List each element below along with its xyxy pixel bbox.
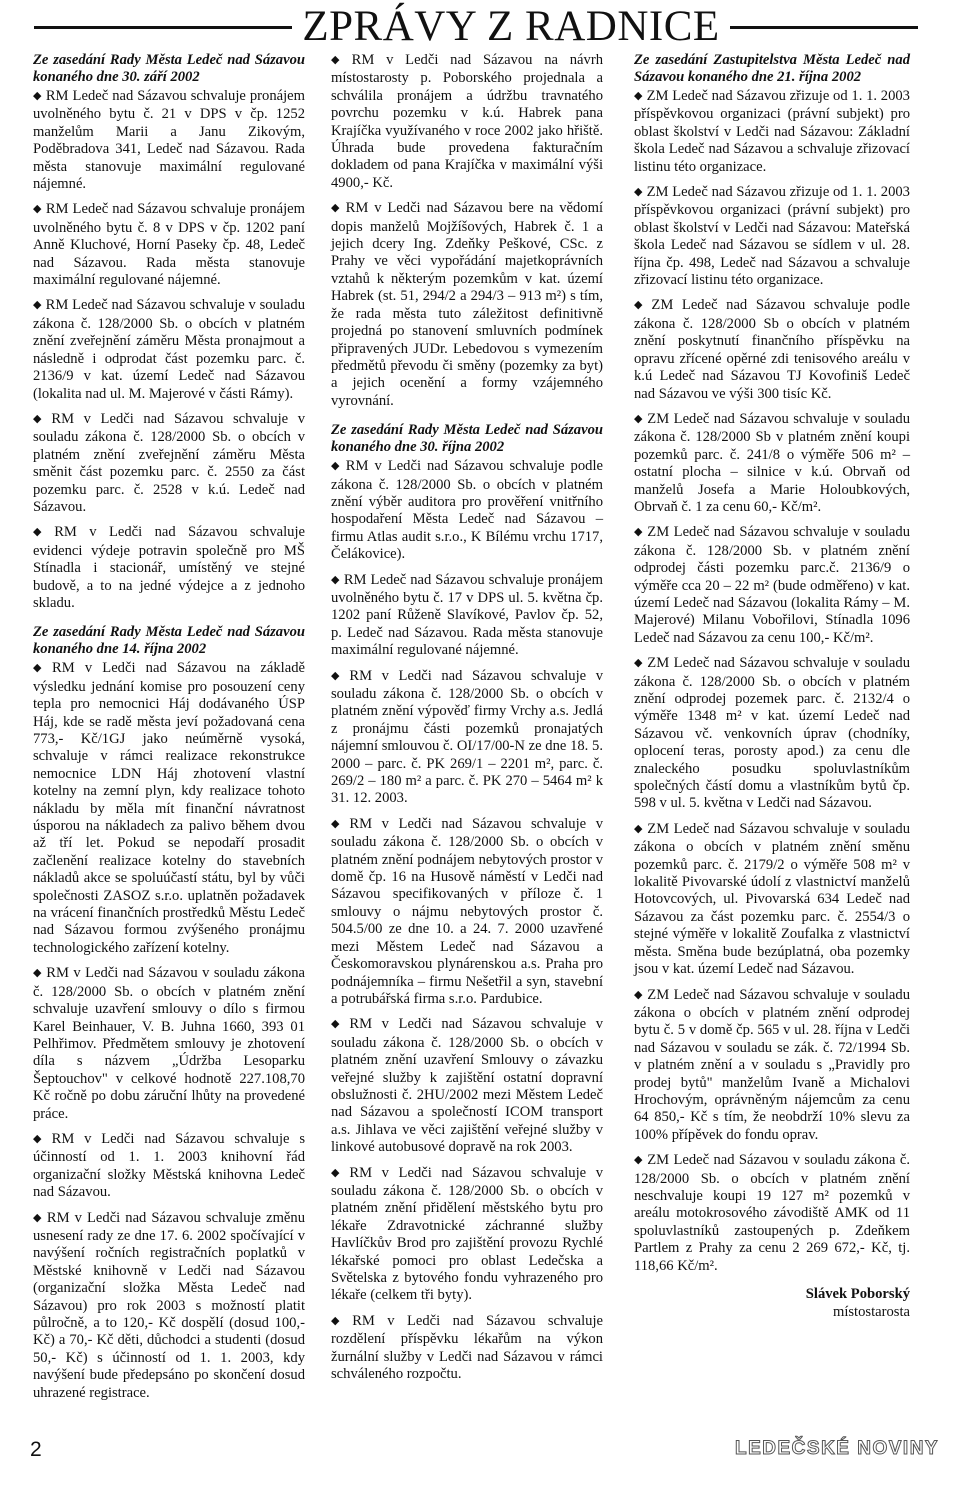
resolution-item [33,524,305,612]
bullet-icon: ◆ [634,186,643,199]
header-rule-left [34,26,292,29]
resolution-item [33,88,305,193]
resolution-text: ZM Ledeč nad Sázavou zřizuje od 1. 1. 2003 příspěvkovou organizaci (právní subjekt) pro oblast školství v Ledči nad Sázavou: Mateřská škola Ledeč nad Sázavou se sídlem v ul. 28. října čp. 498, Ledeč nad Sázavou a schvaluje zřizovací listinu této organizace. [634,184,910,289]
resolution-text: RM v Ledči nad Sázavou schvaluje v souladu zákona č. 128/2000 Sb. o obcích v platném znění zveřejnění záměru Města směnit část pozemku parc. č. 2550 za část pozemku parc. č. 2528 v k.ú. Ledeč nad Sázavou. [33,410,305,515]
column-3 [634,52,910,1321]
signature-name: Slávek Poborský [805,1286,910,1302]
resolution-text: RM v Ledči nad Sázavou na základě výsledku jednání komise pro posouzení ceny tepla pro nemocnici Háj dodávaného ÚSP Háj, kde se radě města jeví požadovaná cena 773,- Kč/1GJ jako neúměrně vysoká, schvaluje v rámci realizace rekonstrukce nemocnice LDN Háj zhotovení vlastní kotelny na zemní plyn, kdy realizace tohoto nákladu by měla mít finanční návratnost úsporou na nákladech za palivo během dvou až tří let. Pokud se nepodaří prosadit začlenění realizace kotelny do stavebních nákladů akce se spoluúčastí státu, byl by vůči společnosti ZASOZ s.r.o. uplatněn požadavek na vrácení finančních prostředků Městu Ledeč nad Sázavou formou zvýšeného pronájmu technologického zařízení kotelny. [33,660,305,956]
resolution-text: RM Ledeč nad Sázavou schvaluje pronájem uvolněného bytu č. 8 v DPS v čp. 1202 paní Anně Kluchové, Horní Paseky čp. 48, Ledeč nad Sázavou. Rada města stanovuje maximální regulované nájemné. [33,201,305,289]
bullet-icon: ◆ [634,526,644,539]
bullet-icon: ◆ [33,967,43,980]
resolution-text: RM v Ledči nad Sázavou schvaluje evidenci výdeje potravin společně pro MŠ Stínadla i stacionář, umístěný ve stejné budově, a to na jedné výdejce a z jednoho skladu. [33,524,305,611]
resolution-text: ZM Ledeč nad Sázavou schvaluje v souladu zákona č. 128/2000 Sb. v platném znění odprodej části pozemku parc.č. 2136/9 o výměře cca 20 – 22 m² (bude odměřeno) v kat. území Ledeč nad Sázavou (lokalita Rámy – M. Majerové) Milanu Vobořilovi, Stínadla 1096 Ledeč nad Sázavou za cenu 100,- Kč/m². [634,524,910,646]
bullet-icon: ◆ [331,1018,346,1031]
bullet-icon: ◆ [634,1154,644,1167]
resolution-item [634,987,910,1145]
bullet-icon: ◆ [331,54,348,66]
resolution-text: ZM Ledeč nad Sázavou v souladu zákona č. 128/2000 Sb. o obcích v platném znění neschvaluje koupi 19 127 m² pozemků v areálu motokrosového závodiště AMK od 11 spoluvlastníků zastoupených p. Zdeňkem Partlem z Prahy za cenu 2 269 672,- Kč, tj. 118,66 Kč/m². [634,1152,910,1274]
resolution-item [634,411,910,516]
bullet-icon: ◆ [634,822,644,835]
resolution-item [634,1152,910,1275]
resolution-item [634,821,910,979]
page-title: ZPRÁVY Z RADNICE [302,3,720,50]
page-header [28,4,940,52]
resolution-text: ZM Ledeč nad Sázavou schvaluje v souladu zákona č. 128/2000 Sb. o obcích v platném znění odprodej pozemek parc. č. 2132/4 o výměře 1348 m² v kat. území Ledeč nad Sázavou vč. venkovních úprav (chodníky, oplocení teras, porosty apod.) za cenu dle znaleckého posudku spoluvlastníkům společných částí domu a vlastníkům bytů čp. 598 v ul. 5. května v Ledči nad Sázavou. [634,655,910,812]
bullet-icon: ◆ [33,526,51,539]
column-2 [331,52,603,1391]
resolution-text: RM v Ledči nad Sázavou schvaluje v souladu zákona č. 128/2000 Sb. o obcích v platném znění podnájem nebytových prostor v domě čp. 16 na Husově náměstí v Ledči nad Sázavou specifikovaných v příloze č. 1 smlouvy o nájmu nebytových prostor č. 504.5/00 ze dne 10. a 24. 7. 2000 uzavřené mezi Městem Ledeč nad Sázavou a Českomoravskou plynárenskou a.s. Praha pro podnájemníka – firmu Nešetřil a syn, stavební a potrubářská firma s.r.o. Pardubice. [331,815,603,1007]
resolution-item [634,297,910,402]
header-rule-right [730,26,918,29]
resolution-text: RM Ledeč nad Sázavou schvaluje pronájem uvolněného bytu č. 17 v DPS ul. 5. května čp. 1202 paní Růženě Slavíkové, Pavlov čp. 52, p. Ledeč nad Sázavou. Rada města stanovuje maximální regulované nájemné. [331,571,603,659]
resolution-item [331,1313,603,1384]
bullet-icon: ◆ [634,412,644,425]
resolution-item [634,88,910,176]
resolution-text: RM v Ledči nad Sázavou bere na vědomí dopis manželů Mojžíšových, Habrek č. 1 a jejich dcery Ing. Zdeňky Peškové, CSc. z Prahy ve věci vypořádání majetkoprávních vztahů k některým pozemkům v kat. území Habrek (st. 51, 294/2 a 294/3 – 913 m²) s tím, že rada města tuto záležitost definitivně projedná po stanovení smluvních podmínek připravených JUDr. Lebedovou s vymezením předmětů převodu či směny (pozemky za byt) a jejich ocenění a formy vzájemného vyrovnání. [331,200,604,409]
section-heading: Ze zasedání Rady Města Ledeč nad Sázavou konaného dne 30. října 2002 [331,422,603,456]
newspaper-logo: LEDEČSKÉ NOVINY [735,1438,940,1459]
resolution-item [33,201,305,289]
signature-block [634,1285,910,1321]
bullet-icon: ◆ [634,657,644,670]
resolution-item [331,668,603,808]
section-heading: Ze zasedání Rady Města Ledeč nad Sázavou konaného dne 14. října 2002 [33,624,305,658]
resolution-text: RM v Ledči nad Sázavou schvaluje s účinností od 1. 1. 2003 knihovní řád organizační složky Městská knihovna Ledeč nad Sázavou. [33,1130,305,1201]
bullet-icon: ◆ [33,203,42,216]
bullet-icon: ◆ [331,669,346,682]
bullet-icon: ◆ [634,299,648,312]
resolution-text: ZM Ledeč nad Sázavou schvaluje v souladu zákona o obcích v platném znění směnu pozemků parc. č. 2179/2 o výměře 508 m² v lokalitě Pivovarské údolí z vlastnictví manželů Hotovcových, ul. Pivovarská 634 Ledeč nad Sázavou za část pozemku parc. č. 2554/3 o stejné výměře v lokalitě Zoufalka z vlastnictví města. Směna bude bezúplatná, oba pozemky jsou v kat. území Ledeč nad Sázavou. [634,820,910,978]
resolution-item [331,52,603,192]
resolution-text: RM Ledeč nad Sázavou schvaluje pronájem uvolněného bytu č. 21 v DPS v čp. 1252 manželům Marii a Janu Zikovým, Poděbradova 341, Ledeč nad Sázavou. Rada města stanovuje maximální regulované nájemné. [33,88,305,193]
resolution-item [33,965,305,1123]
bullet-icon: ◆ [331,817,346,830]
resolution-item [33,1131,305,1202]
resolution-item [331,1016,603,1156]
column-1 [33,52,305,1410]
bullet-icon: ◆ [33,1132,48,1145]
resolution-item [33,297,305,402]
resolution-item [33,660,305,957]
resolution-text: ZM Ledeč nad Sázavou schvaluje v souladu zákona č. 128/2000 Sb v platném znění koupi pozemků parc. č. 241/8 o výměře 506 m² – ostatní plocha – silnice v k.ú. Obrvaň od manželů Josefa a Marie Holoubkových, Obrvaň č. 1 za cenu 60,- Kč/m². [634,410,910,515]
resolution-text: RM v Ledči nad Sázavou na návrh místostarosty p. Poborského projednala a schválila pronájem a údržbu travnatého povrchu pozemku v k.ú. Habrek pana Krajíčka využívaného v roce 2002 jako hřiště. Úhrada bude provedena fakturačním dokladem od pana Krajíčka v maximální výši 4900,- Kč. [331,52,603,191]
resolution-text: ZM Ledeč nad Sázavou schvaluje podle zákona č. 128/2000 Sb o obcích v platném znění poskytnutí finančního příspěvku na opravu zřícené opěrné zdi tenisového areálu v k.ú Ledeč nad Sázavou TJ Kovofiniš Ledeč nad Sázavou ve výši 300 tisíc Kč. [634,297,910,402]
section-heading: Ze zasedání Rady Města Ledeč nad Sázavou konaného dne 30. září 2002 [33,52,305,85]
bullet-icon: ◆ [33,1211,43,1224]
bullet-icon: ◆ [634,988,644,1001]
resolution-text: RM v Ledči nad Sázavou schvaluje v souladu zákona č. 128/2000 Sb. o obcích v platném znění výpověď firmy Vrchy a.s. Jedlá z pronájmu části pozemků pronajatých nájemní smlouvou č. OI/17/00-N ze dne 18. 5. 2000 – parc. č. PK 269/1 – 2201 m², parc. č. 269/2 – 180 m² a parc. č. PK 270 – 5464 m² k 31. 12. 2003. [331,667,603,807]
resolution-item [33,1210,305,1402]
resolution-item [331,572,603,660]
resolution-text: RM v Ledči nad Sázavou schvaluje rozdělení příspěvku lékařům na výkon žurnální služby v Ledči nad Sázavou v rámci schváleného rozpočtu. [331,1312,603,1383]
resolution-item [331,458,603,563]
section-heading: Ze zasedání Zastupitelstva Města Ledeč nad Sázavou konaného dne 21. října 2002 [634,52,910,85]
resolution-item [634,655,910,813]
resolution-text: RM v Ledči nad Sázavou schvaluje změnu usnesení rady ze dne 17. 6. 2002 spočívající v navýšení ročních registračních poplatků v Městské knihovně v Ledči nad Sázavou (organizační složka Města Ledeč nad Sázavou) pro rok 2003 s možností platit půlročně, a to 120,- Kč dospělí (dosud 100,- Kč) a 70,- Kč děti, důchodci a studenti (dosud 50,- Kč) s účinností od 1. 1. 2003, kdy navýšení bude předepsáno po skončení dosud uhrazené registrace. [33,1209,305,1401]
bullet-icon: ◆ [634,90,643,102]
bullet-icon: ◆ [33,90,42,102]
resolution-item [33,411,305,516]
bullet-icon: ◆ [331,1166,346,1179]
resolution-item [331,1165,603,1305]
resolution-item [331,200,603,410]
resolution-item [634,524,910,647]
resolution-text: RM v Ledči nad Sázavou schvaluje v souladu zákona č. 128/2000 Sb. o obcích v platném znění přidělení městského bytu pro lékaře Zdravotnické záchranné služby Havlíčkův Brod pro zajištění provozu Rychlé lékařské pomoci pro oblast Ledečska a Světelska z bytového fondu vyhrazeného pro lékaře (celkem tři byty). [331,1164,603,1304]
resolution-text: RM v Ledči nad Sázavou schvaluje v souladu zákona č. 128/2000 Sb. o obcích v platném znění uzavření Smlouvy o závazku veřejné služby k zajištění ostatní dopravní obslužnosti č. 2HU/2002 mezi Městem Ledeč nad Sázavou a společností ICOM transport a.s. Jihlava ve věci zajištění veřejné služby v linkové autobusové dopravě na rok 2003. [331,1016,603,1156]
resolution-item [634,184,910,289]
bullet-icon: ◆ [33,662,48,675]
bullet-icon: ◆ [331,202,342,215]
bullet-icon: ◆ [33,299,42,312]
signature-role: místostarosta [832,1304,910,1320]
resolution-text: ZM Ledeč nad Sázavou schvaluje v souladu zákona o obcích v platném znění odprodej bytu č. 5 v domě čp. 565 v ul. 28. října v Ledči nad Sázavou v souladu se zák. č. 72/1994 Sb. v platném znění a v souladu s „Pravidly pro prodej bytů" manželům Ivaně a Michalovi Hrochovým, oprávněným nájemcům za cenu 64 850,- Kč s tím, že neobdrží 10% slevu za 100% přípěvek do fondu oprav. [634,986,910,1143]
bullet-icon: ◆ [331,460,342,473]
resolution-item [331,816,603,1008]
resolution-text: ZM Ledeč nad Sázavou zřizuje od 1. 1. 2003 příspěvkovou organizaci (právní subjekt) pro oblast školství v Ledči nad Sázavou: Základní škola Ledeč nad Sázavou a schvaluje zřizovací listinu této organizace. [634,88,910,175]
bullet-icon: ◆ [331,1314,349,1327]
resolution-text: RM v Ledči nad Sázavou schvaluje podle zákona č. 128/2000 Sb. o obcích v platném znění výběr auditora pro prověření vnitřního hospodaření Města Ledeč nad Sázavou – firmu Atlas audit s.r.o., K Bílému vrchu 1717, Čelákovice). [331,458,603,563]
resolution-text: RM Ledeč nad Sázavou schvaluje v souladu zákona č. 128/2000 Sb. o obcích v platném znění zveřejnění záměru Města pronajmout a následně i odprodat část pozemku parc. č. 2136/9 v kat. území Ledeč nad Sázavou (lokalita nad ul. M. Majerové v části Rámy). [33,297,306,402]
resolution-text: RM v Ledči nad Sázavou v souladu zákona č. 128/2000 Sb. o obcích v platném znění schvaluje uzavření smlouvy o dílo s firmou Karel Beinhauer, V. B. Juhna 1660, 393 01 Pelhřimov. Předmětem smlouvy je zhotovení díla s názvem „Údržba Lesoparku Šeptouchov" v celkové hodnotě 227.108,70 Kč ročně po dobu záruční lhůty na provedené práce. [33,965,306,1122]
bullet-icon: ◆ [33,412,48,425]
page-number: 2 [30,1438,42,1461]
bullet-icon: ◆ [331,573,340,586]
page-footer [0,1438,960,1468]
